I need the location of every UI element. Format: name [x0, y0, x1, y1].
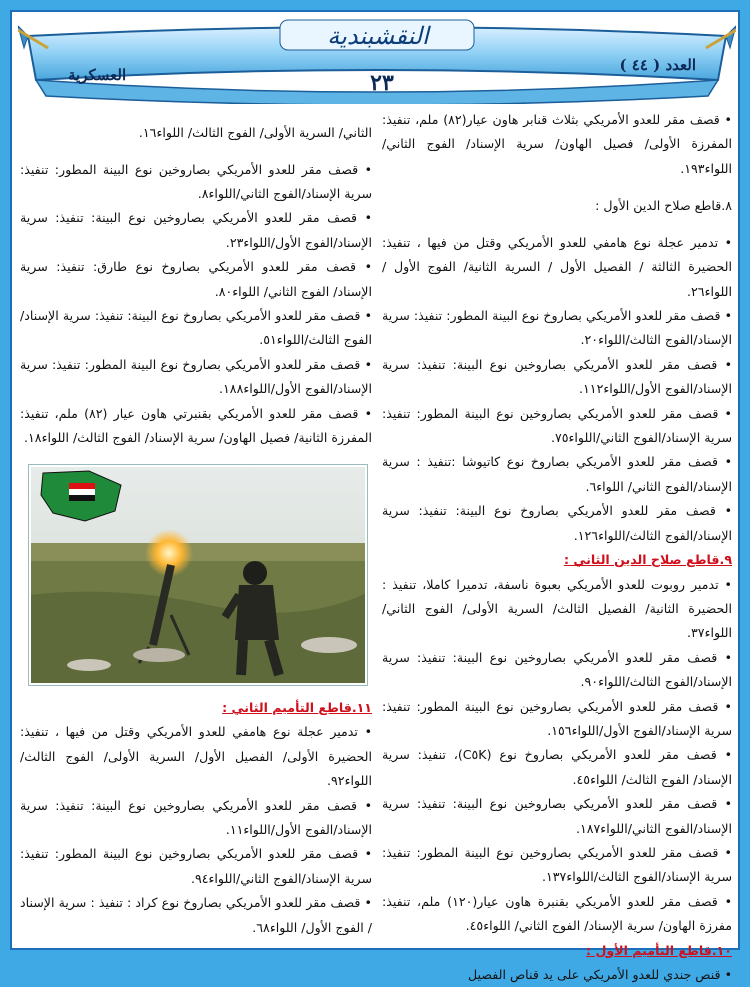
- list-item: • قصف مقر للعدو الأمريكي بصاروخين نوع البينة المطور: تنفيذ: سرية الإسناد/الفوج الأول/اللواء١٥٦.: [382, 695, 732, 744]
- section-name: العسكرية: [68, 66, 127, 84]
- list-item: • قصف مقر للعدو الأمريكي بصاروخ نوع البينة المطور: تنفيذ: سرية الإسناد/الفوج الثالث/اللواء٢٠.: [382, 304, 732, 353]
- list-item: • قصف مقر للعدو الأمريكي بصاروخ نوع كراد : تنفيذ : سرية الإسناد / الفوج الأول/ اللواء٦٨.: [20, 891, 372, 940]
- list-item: • قصف مقر للعدو الأمريكي بصاروخين نوع البينة: تنفيذ: سرية الإسناد/الفوج الأول/اللواء١١.: [20, 794, 372, 843]
- list-item: • قصف مقر للعدو الأمريكي بصاروخين نوع البينة المطور: تنفيذ: سرية الإسناد/الفوج الثاني/اللواء٩٤.: [20, 842, 372, 891]
- list-item: • قصف مقر للعدو الأمريكي بصاروخين نوع البينة المطور: تنفيذ: سرية الإسناد/الفوج الثاني/اللواء٧٥.: [382, 402, 732, 451]
- left-column-bottom: [20, 696, 372, 940]
- right-column: [382, 108, 732, 987]
- page: [10, 10, 740, 982]
- mortar-photo: [28, 464, 368, 686]
- list-item: • قنص جندي للعدو الأمريكي على يد قناص الفصيل: [382, 963, 732, 987]
- list-item: • قصف مقر للعدو الأمريكي بصاروخ نوع البينة: تنفيذ: سرية الإسناد/الفوج الثالث/اللواء١٢٦.: [382, 499, 732, 548]
- issue-number: العدد ( ٤٤ ): [619, 56, 696, 74]
- list-item: • قصف مقر للعدو الأمريكي بصاروخين نوع البينة المطور: تنفيذ: سرية الإسناد/الفوج الثالث/اللواء١٣٧.: [382, 841, 732, 890]
- photo-illustration: [29, 465, 367, 685]
- page-number: ٢٣: [370, 70, 394, 96]
- left-column-top: [20, 108, 372, 450]
- list-item: • قصف مقر للعدو الأمريكي بصاروخ نوع (C٥K)، تنفيذ: سرية الإسناد/ الفوج الثالث/ اللواء٤٥.: [382, 743, 732, 792]
- header-banner: [18, 18, 736, 104]
- sector-title: ٨.قاطع صلاح الدين الأول :: [595, 197, 732, 213]
- list-item: • قصف مقر للعدو الأمريكي بصاروخين نوع البينة: تنفيذ: سرية الإسناد/الفوج الثاني/اللواء١٨٧.: [382, 792, 732, 841]
- list-item: • قصف مقر للعدو الأمريكي بصاروخين نوع البينة المطور: تنفيذ: سرية الإسناد/الفوج الثاني/اللواء٨.: [20, 158, 372, 207]
- continued-text: الثاني/ السرية الأولى/ الفوج الثالث/ اللواء١٦.: [138, 124, 372, 140]
- list-item: • قصف مقر للعدو الأمريكي بصاروخين نوع البينة: تنفيذ: سرية الإسناد/الفوج الأول/اللواء٢٣.: [20, 206, 372, 255]
- sector-heading: ١١.قاطع التأميم الثاني :: [222, 700, 372, 715]
- sector-heading: ١٠.قاطع التأميم الأول :: [586, 942, 732, 958]
- list-item: • قصف مقر للعدو الأمريكي بصاروخ نوع كاتيوشا :تنفيذ : سرية الإسناد/الفوج الثاني/ اللواء٦.: [382, 450, 732, 499]
- list-item: • قصف مقر للعدو الأمريكي بثلاث قنابر هاون عيار(٨٢) ملم، تنفيذ: المفرزة الأولى/ فصيل الهاون/ سرية الإسناد/ الفوج الثاني/ اللواء١٩٣.: [382, 108, 732, 181]
- list-item: • قصف مقر للعدو الأمريكي بصاروخ نوع البينة: تنفيذ: سرية الإسناد/الفوج الثالث/اللواء٥١.: [20, 304, 372, 353]
- list-item: • تدمير روبوت للعدو الأمريكي بعبوة ناسفة، تدميرا كاملا، تنفيذ : الحضيرة الثانية/ الفصيل الثالث/ السرية الأولى/ الفوج الثاني/ اللواء٣٧.: [382, 573, 732, 646]
- list-item: • تدمير عجلة نوع هامفي للعدو الأمريكي وقتل من فيها ، تنفيذ: الحضيرة الثالثة / الفصيل الأول / السرية الثانية/ الفوج الأول / اللواء٢٦.: [382, 231, 732, 304]
- list-item: • قصف مقر للعدو الأمريكي بصاروخين نوع البينة: تنفيذ: سرية الإسناد/الفوج الأول/اللواء١١٢.: [382, 353, 732, 402]
- sector-heading: ٩.قاطع صلاح الدين الثاني :: [563, 552, 732, 568]
- list-item: • قصف مقر للعدو الأمريكي بقنبرتي هاون عيار (٨٢) ملم، تنفيذ: المفرزة الثانية/ فصيل الهاون/ سرية الإسناد/ الفوج الثالث/ اللواء١٨.: [20, 402, 372, 451]
- list-item: • قصف مقر للعدو الأمريكي بصاروخ نوع البينة المطور: تنفيذ: سرية الإسناد/الفوج الأول/اللواء١٨٨.: [20, 353, 372, 402]
- magazine-title: النقشبندية: [327, 22, 429, 50]
- list-item: • تدمير عجلة نوع هامفي للعدو الأمريكي وقتل من فيها ، تنفيذ: الحضيرة الأولى/ الفصيل الأول/ السرية الأولى/ الفوج الثالث/ اللواء٩٢.: [20, 720, 372, 793]
- list-item: • قصف مقر للعدو الأمريكي بقنبرة هاون عيار(١٢٠) ملم، تنفيذ: مفرزة الهاون/ سرية الإسناد/ الفوج الثاني/ اللواء٤٥.: [382, 890, 732, 939]
- list-item: • قصف مقر للعدو الأمريكي بصاروخين نوع البينة: تنفيذ: سرية الإسناد/الفوج الثالث/اللواء٩٠.: [382, 646, 732, 695]
- list-item: • قصف مقر للعدو الأمريكي بصاروخ نوع طارق: تنفيذ: سرية الإسناد/ الفوج الثاني/ اللواء٨٠.: [20, 255, 372, 304]
